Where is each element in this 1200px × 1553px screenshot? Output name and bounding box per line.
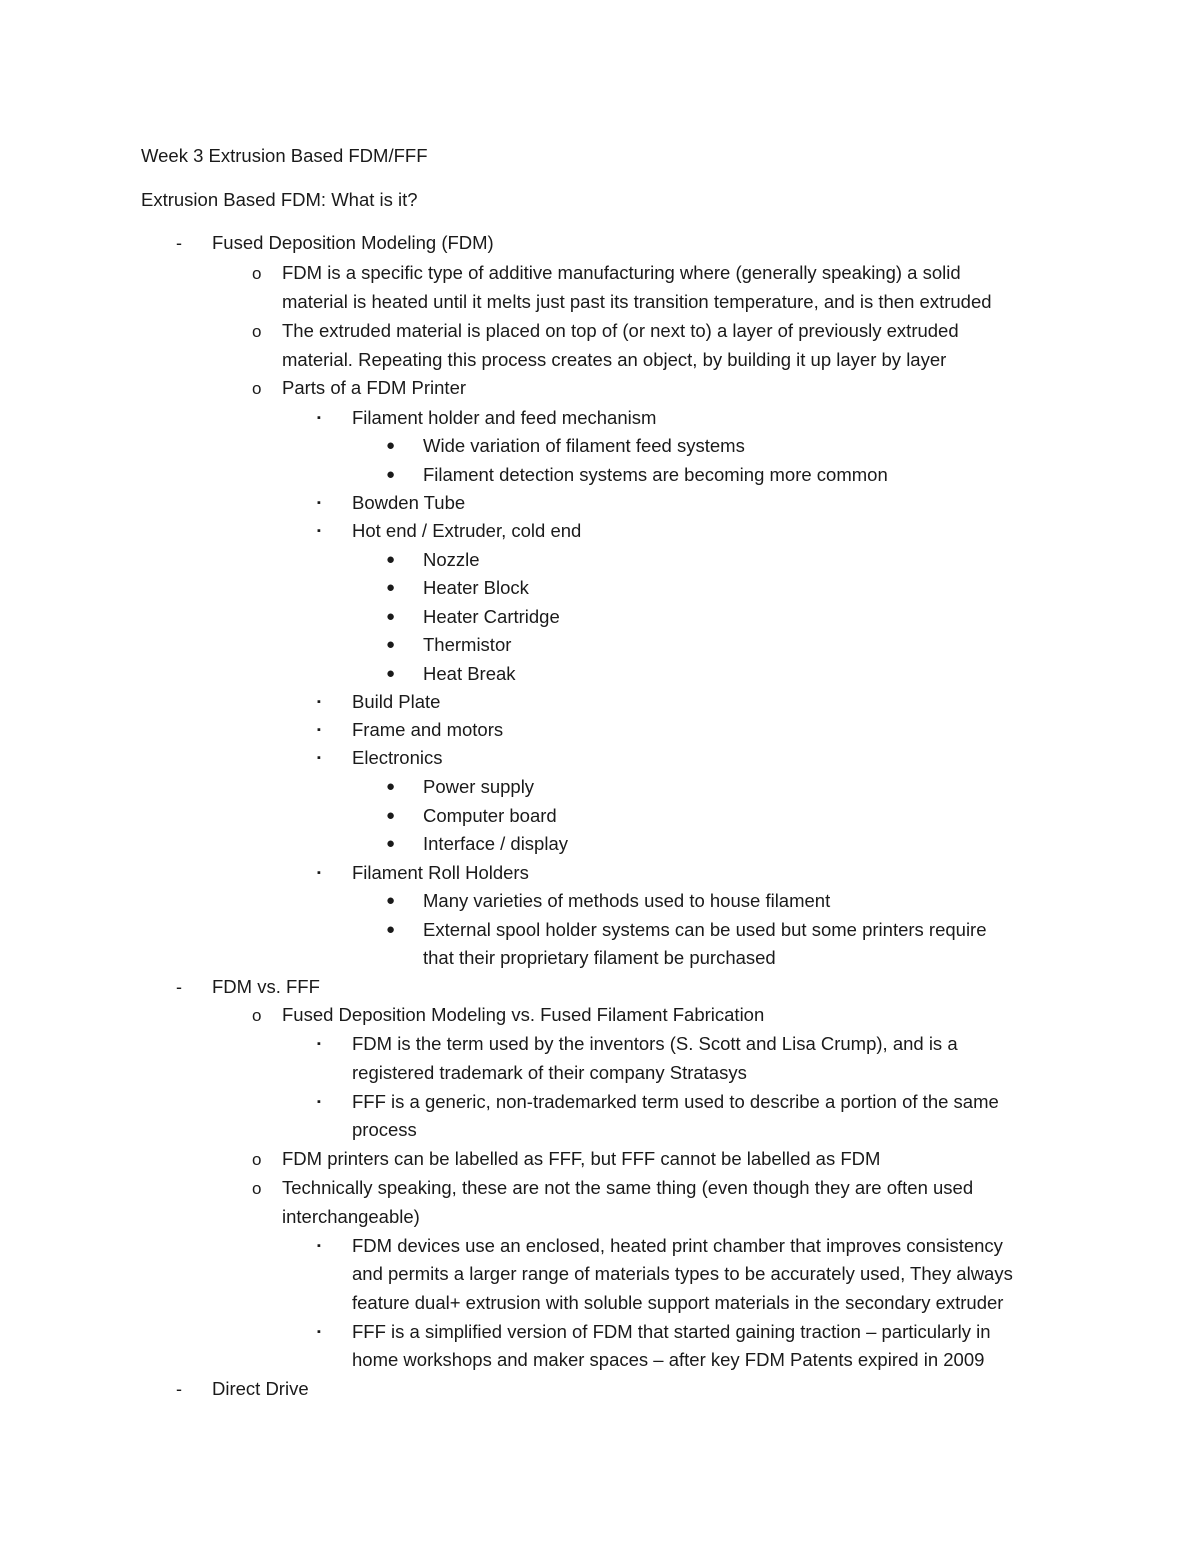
list-item: FDM devices use an enclosed, heated print chamber that improves consistency [352,1235,1003,1256]
list-item: Heat Break [423,663,516,684]
list-item: Hot end / Extruder, cold end [352,520,582,541]
list-item: Many varieties of methods used to house filament [423,890,831,911]
circle-bullet: o [252,1179,262,1198]
list-item: Technically speaking, these are not the same thing (even though they are often used [282,1177,974,1198]
list-item-continuation: registered trademark of their company Stratasys [352,1062,747,1083]
circle-bullet: o [252,379,262,398]
square-bullet: ▪ [317,696,321,708]
square-bullet: ▪ [317,1326,321,1338]
circle-bullet: o [252,1006,262,1025]
dot-bullet: ● [386,608,396,625]
list-item: FDM is the term used by the inventors (S. Scott and Lisa Crump), and is a [352,1033,958,1054]
list-item-continuation: material is heated until it melts just past its transition temperature, and is then extruded [282,291,992,312]
section-heading: Extrusion Based FDM: What is it? [141,189,418,210]
dot-bullet: ● [386,636,396,653]
dot-bullet: ● [386,466,396,483]
list-item: Frame and motors [352,719,504,740]
square-bullet: ▪ [317,752,321,764]
list-item: Power supply [423,776,535,797]
dot-bullet: ● [386,835,396,852]
list-item-continuation: process [352,1119,417,1140]
square-bullet: ▪ [317,867,321,879]
document-title: Week 3 Extrusion Based FDM/FFF [141,145,428,166]
list-item: Heater Cartridge [423,606,560,627]
list-item: Thermistor [423,634,512,655]
list-item: Interface / display [423,833,568,854]
list-item: FFF is a simplified version of FDM that started gaining traction – particularly in [352,1321,991,1342]
list-item-continuation: that their proprietary filament be purchased [423,947,776,968]
dash-bullet: - [176,233,182,253]
dot-bullet: ● [386,807,396,824]
square-bullet: ▪ [317,1096,321,1108]
list-item: Direct Drive [212,1378,309,1399]
list-item: FDM is a specific type of additive manufacturing where (generally speaking) a solid [282,262,961,283]
dot-bullet: ● [386,579,396,596]
list-item: External spool holder systems can be used but some printers require [423,919,987,940]
circle-bullet: o [252,264,262,283]
list-item: Filament holder and feed mechanism [352,407,657,428]
square-bullet: ▪ [317,525,321,537]
dot-bullet: ● [386,892,396,909]
square-bullet: ▪ [317,1240,321,1252]
list-item: Bowden Tube [352,492,466,513]
list-item: Parts of a FDM Printer [282,377,467,398]
circle-bullet: o [252,322,262,341]
dot-bullet: ● [386,921,396,938]
list-item-continuation: interchangeable) [282,1206,420,1227]
list-item: Nozzle [423,549,480,570]
dot-bullet: ● [386,665,396,682]
list-item: Heater Block [423,577,529,598]
dot-bullet: ● [386,778,396,795]
square-bullet: ▪ [317,412,321,424]
dash-bullet: - [176,1379,182,1399]
list-item-continuation: material. Repeating this process creates an object, by building it up layer by layer [282,349,947,370]
list-item-continuation: home workshops and maker spaces – after key FDM Patents expired in 2009 [352,1349,985,1370]
circle-bullet: o [252,1150,262,1169]
list-item: Electronics [352,747,443,768]
list-item: FDM vs. FFF [212,976,320,997]
square-bullet: ▪ [317,497,321,509]
dot-bullet: ● [386,551,396,568]
list-item: The extruded material is placed on top of (or next to) a layer of previously extruded [282,320,959,341]
list-item-continuation: feature dual+ extrusion with soluble support materials in the secondary extruder [352,1292,1004,1313]
list-item: FFF is a generic, non-trademarked term used to describe a portion of the same [352,1091,999,1112]
list-item: Fused Deposition Modeling (FDM) [212,232,494,253]
list-item: Filament Roll Holders [352,862,529,883]
list-item: FDM printers can be labelled as FFF, but FFF cannot be labelled as FDM [282,1148,881,1169]
list-item: Build Plate [352,691,441,712]
list-item: Computer board [423,805,557,826]
square-bullet: ▪ [317,1038,321,1050]
list-item-continuation: and permits a larger range of materials types to be accurately used, They always [352,1263,1013,1284]
dot-bullet: ● [386,437,396,454]
list-item: Wide variation of filament feed systems [423,435,745,456]
dash-bullet: - [176,977,182,997]
list-item: Fused Deposition Modeling vs. Fused Filament Fabrication [282,1004,765,1025]
square-bullet: ▪ [317,724,321,736]
list-item: Filament detection systems are becoming more common [423,464,888,485]
